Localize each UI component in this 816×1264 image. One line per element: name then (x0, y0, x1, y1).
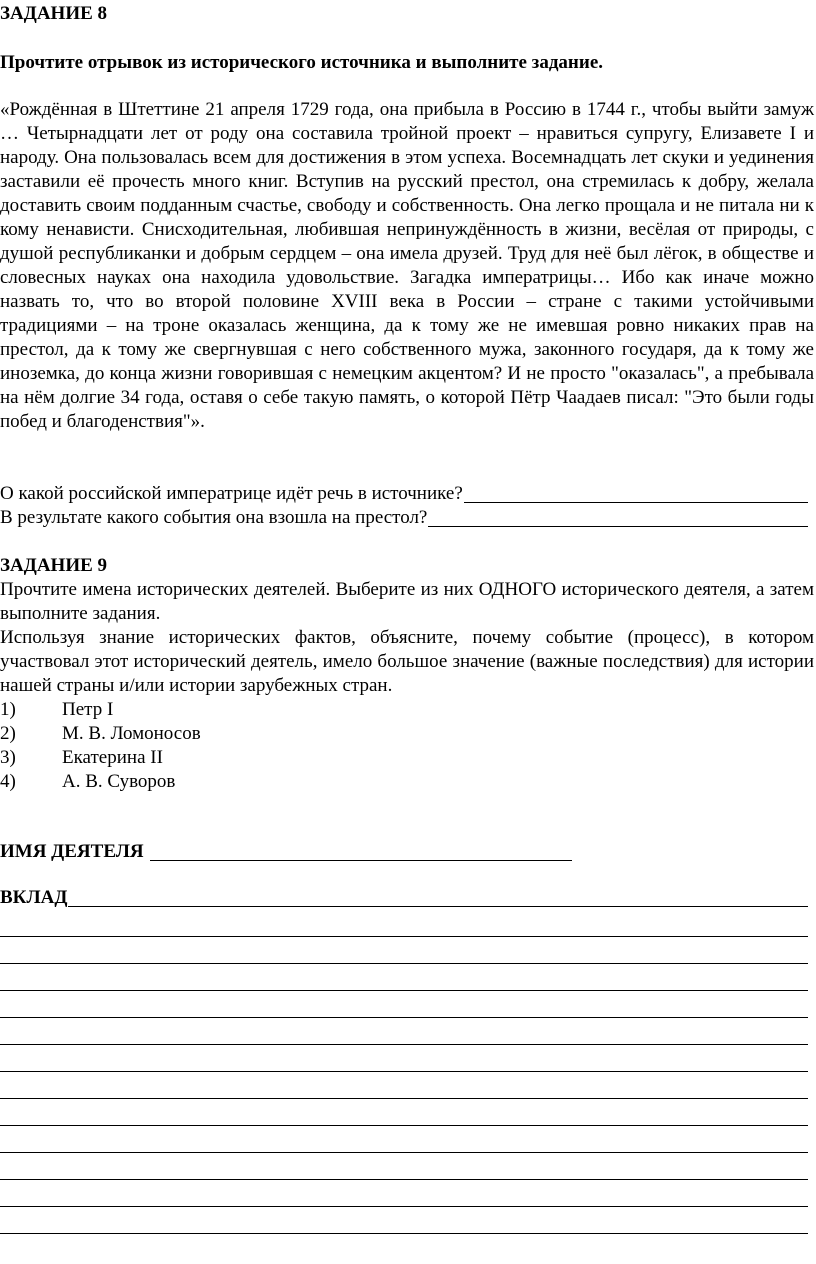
list-item-name: А. В. Суворов (62, 771, 176, 792)
task8-question-2: В результате какого события она взошла на престол? (0, 507, 428, 528)
contribution-label: ВКЛАД (0, 887, 68, 908)
task9-heading: ЗАДАНИЕ 9 (0, 555, 108, 576)
contribution-row (0, 886, 814, 910)
task8-question-2-row (0, 506, 814, 530)
contribution-line[interactable] (68, 887, 808, 907)
list-item (0, 722, 814, 746)
list-item-number: 2) (0, 723, 16, 744)
task8-instruction: Прочтите отрывок из исторического источника и выполните задание. (0, 52, 604, 73)
task8-answer-1-line[interactable] (464, 483, 808, 503)
list-item (0, 698, 814, 722)
answer-line[interactable] (0, 1152, 808, 1153)
answer-line[interactable] (0, 1125, 808, 1126)
list-item-number: 1) (0, 699, 16, 720)
answer-line[interactable] (0, 1179, 808, 1180)
list-item (0, 746, 814, 770)
figure-name-label: ИМЯ ДЕЯТЕЛЯ (0, 841, 144, 862)
answer-line[interactable] (0, 1071, 808, 1072)
task9-instruction-2: Используя знание исторических фактов, объясните, почему событие (процесс), в котором участвовал этот исторический деятель, имело большое значение (важные последствия) для истории нашей страны и/или истории зарубежных стран. (0, 627, 814, 696)
answer-line[interactable] (0, 963, 808, 964)
answer-line[interactable] (0, 990, 808, 991)
answer-line[interactable] (0, 1233, 808, 1234)
task8-answer-2-line[interactable] (428, 507, 808, 527)
task8-question-1: О какой российской императрице идёт речь в источнике? (0, 483, 463, 504)
list-item-name: Петр I (62, 699, 114, 720)
answer-line[interactable] (0, 936, 808, 937)
task8-question-1-row (0, 482, 814, 506)
list-item-name: Екатерина II (62, 747, 163, 768)
task8-source-text: «Рождённая в Штеттине 21 апреля 1729 года, она прибыла в Россию в 1744 г., чтобы выйти замуж … Четырнадцати лет от роду она составила тройной проект – нравиться супругу, Елизавете I и народу. Она пользовалась всем для достижения в этом успеха. Восемнадцать лет скуки и уединения заставили её прочесть много книг. Вступив на русский престол, она стремилась к добру, желала доставить своим подданным счастье, свободу и собственность. Она легко прощала и не питала ни к кому ненависти. Снисходительная, любившая непринуждённость в жизни, весёлая от природы, с душой республиканки и добрым сердцем – она имела друзей. Труд для неё был лёгок, в обществе и словесных науках она находила удовольствие. Загадка императрицы… Ибо как иначе можно назвать то, что во второй половине XVIII века в России – стране с такими устойчивыми традициями – на троне оказалась женщина, да к тому же не имевшая ровно никаких прав на престол, да к тому же свергнувшая с него собственного мужа, законного государя, да к тому же иноземка, до конца жизни говорившая с немецким акцентом? И не просто "оказалась", а пребывала на нём долгие 34 года, оставя о себе такую память, о которой Пётр Чаадаев писал: "Это были годы побед и благоденствия"». (0, 99, 814, 432)
list-item-number: 4) (0, 771, 16, 792)
list-item-name: М. В. Ломоносов (62, 723, 201, 744)
figures-list (0, 698, 814, 794)
list-item (0, 770, 814, 794)
answer-line[interactable] (0, 1044, 808, 1045)
answer-line[interactable] (0, 1206, 808, 1207)
answer-line[interactable] (0, 1017, 808, 1018)
task9-instruction-1: Прочтите имена исторических деятелей. Выберите из них ОДНОГО исторического деятеля, а затем выполните задания. (0, 579, 814, 624)
answer-line[interactable] (0, 1098, 808, 1099)
task8-heading: ЗАДАНИЕ 8 (0, 3, 108, 24)
list-item-number: 3) (0, 747, 16, 768)
figure-name-row (0, 840, 814, 864)
figure-name-line[interactable] (150, 841, 572, 861)
